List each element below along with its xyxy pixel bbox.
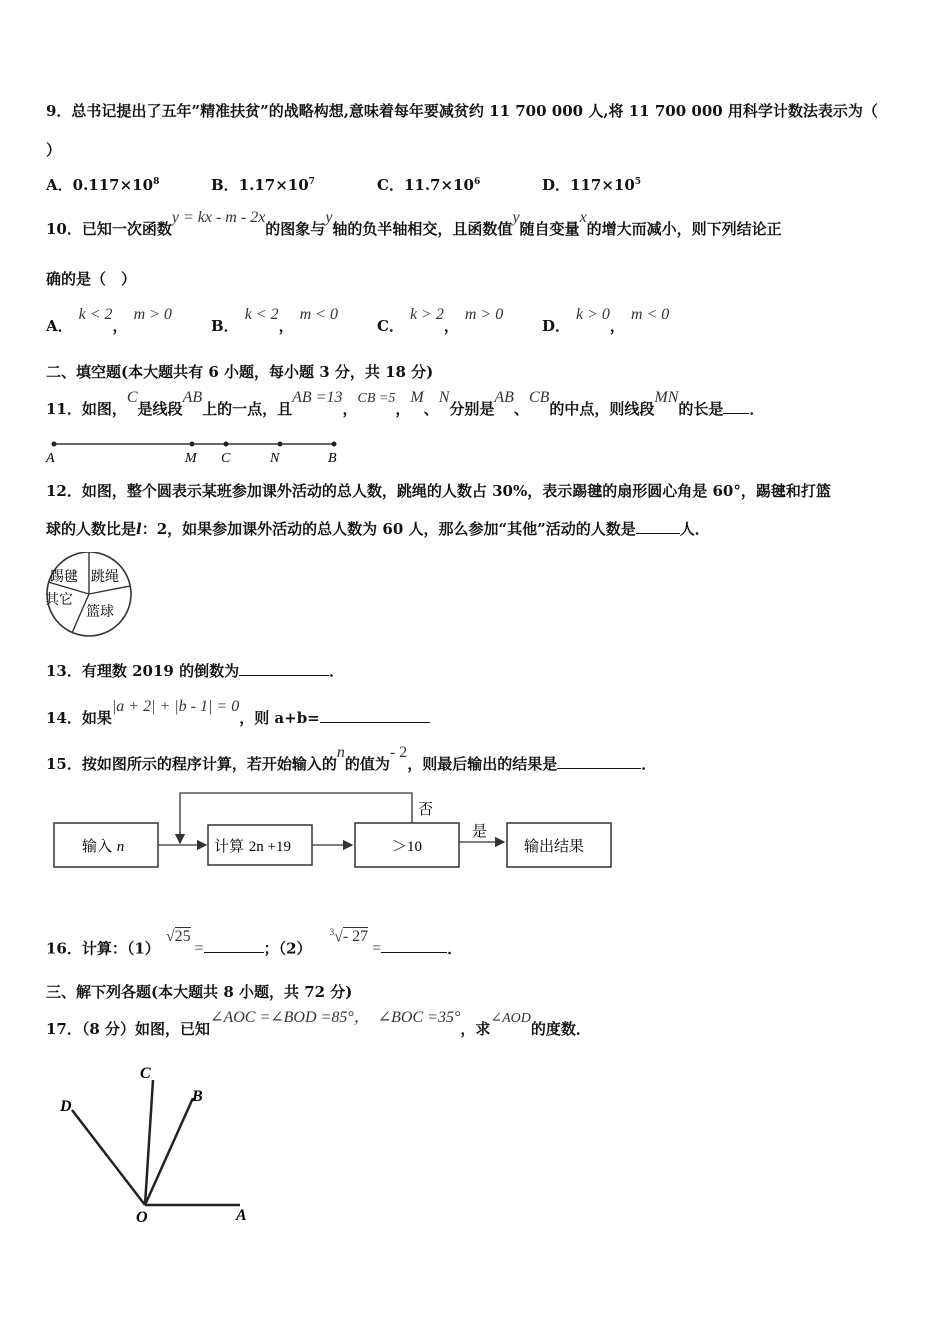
pie-label-tijian: 踢毽: [50, 569, 78, 585]
label-a: A: [236, 1207, 247, 1224]
q9-stem: 9．总书记提出了五年”精准扶贫”的战略构想,意味着每年要减贫约 11 700 000 人,将 11 700 000 用科学计数法表示为（: [46, 102, 878, 120]
q15-flowchart: [40, 788, 630, 878]
pie-label-qita: 其它: [45, 592, 73, 608]
q10-option-c[interactable]: C．k > 2，m > 0: [377, 306, 504, 335]
pie-label-tiaosheng: 跳绳: [91, 569, 119, 585]
q11-segment-diagram: [40, 436, 350, 466]
q16-cbrt-neg27: $^3$√- 27: [329, 927, 369, 946]
q11-stem: 11．如图，C是线段AB上的一点，且AB =13，CB =5，M、N分别是AB、CB的中点，则线段MN的长是 ．: [46, 389, 765, 418]
q16-sqrt-25: √25: [165, 928, 191, 946]
q17-stem: 17．（8 分）如图，已知∠AOC =∠BOD =85°， ∠BOC =35°，求∠AOD的度数．: [46, 1009, 591, 1038]
ray-od: [72, 1110, 145, 1205]
q12-stem: 12．如图，整个圆表示某班参加课外活动的总人数，跳绳的人数占 30%，表示踢毽的扇形圆心角是 60°，踢毽和打篮: [46, 482, 831, 500]
q11-answer-blank[interactable]: [723, 399, 749, 414]
q16-stem: 16．计算：（1）√25= ；$(2)^3√-$ 27= ．: [46, 934, 462, 959]
q10-formula: y = kx - m - 2x: [171, 209, 266, 226]
q16-answer-blank-2[interactable]: [381, 938, 447, 953]
flow-calc-label: 计算 2n +19: [214, 837, 292, 855]
label-m: M: [185, 451, 197, 466]
point-m: [190, 442, 195, 447]
q10-stem: 10．已知一次函数y = kx - m - 2x的图象与y轴的负半轴相交，且函数值y随自变量x的增大而减小，则下列结论正: [46, 209, 782, 238]
q10-stem-line2: 确的是（ ）: [46, 270, 137, 288]
label-a: A: [46, 451, 55, 466]
point-b: [332, 442, 337, 447]
pie-divider: [89, 586, 130, 594]
q15-stem: 15．按如图所示的程序计算，若开始输入的n的值为- 2，则最后输出的结果是 ．: [46, 744, 657, 773]
flow-no-label: 否: [418, 800, 434, 818]
q15-answer-blank[interactable]: [557, 754, 641, 769]
q13-stem: 13．有理数 2019 的倒数为 ．: [46, 662, 345, 680]
label-c: C: [221, 451, 231, 466]
ray-ob: [145, 1098, 193, 1205]
q9-stem-close: ）: [46, 141, 62, 159]
label-n: N: [270, 451, 280, 466]
q9-option-c[interactable]: C．$11.7\times 10^6$: [377, 176, 481, 194]
label-c: C: [140, 1065, 151, 1082]
ray-oc: [145, 1080, 153, 1205]
q9-option-d[interactable]: D．$117\times 10^5$: [542, 176, 642, 194]
q10-option-b[interactable]: B．k < 2，m < 0: [211, 306, 338, 335]
point-c: [224, 442, 229, 447]
q12-stem-line2: 球的人数比是l：2，如果参加课外活动的总人数为 60 人，那么参加“其他”活动的人数是 人．: [46, 520, 710, 538]
point-n: [278, 442, 283, 447]
section-3-heading: 三、解下列各题(本大题共 8 小题，共 72 分): [46, 983, 353, 1001]
label-b: B: [192, 1088, 203, 1105]
q12-answer-blank[interactable]: [636, 519, 680, 534]
q10-option-a[interactable]: A．k < 2，m > 0: [46, 306, 172, 335]
section-2-heading: 二、填空题(本大题共有 6 小题，每小题 3 分，共 18 分): [46, 363, 434, 381]
q14-formula: |a + 2| + |b - 1| = 0: [111, 698, 240, 715]
q16-answer-blank-1[interactable]: [204, 938, 264, 953]
q9-option-b[interactable]: B．$1.17\times 10^7$: [211, 176, 315, 194]
pie-label-lanqiu: 篮球: [86, 604, 114, 620]
q10-option-d[interactable]: D．k > 0，m < 0: [542, 306, 670, 335]
point-a: [52, 442, 57, 447]
flow-input-label: 输入 n: [82, 837, 125, 855]
q13-answer-blank[interactable]: [239, 661, 329, 676]
label-d: D: [60, 1098, 72, 1115]
label-b: B: [328, 451, 337, 466]
flow-loop-line: [180, 793, 412, 843]
q17-angle-diagram: [50, 1060, 270, 1230]
flow-condition-label: ＞10: [392, 839, 423, 855]
flow-output-label: 输出结果: [524, 837, 585, 855]
flow-yes-label: 是: [472, 822, 488, 840]
q12-pie-chart: [42, 552, 138, 638]
q14-stem: 14．如果|a + 2| + |b - 1| = 0，则 a+b=: [46, 708, 430, 729]
q14-answer-blank[interactable]: [320, 708, 430, 723]
q9-option-a[interactable]: A．$0.117\times 10^8$: [46, 176, 160, 194]
label-o: O: [136, 1209, 148, 1226]
